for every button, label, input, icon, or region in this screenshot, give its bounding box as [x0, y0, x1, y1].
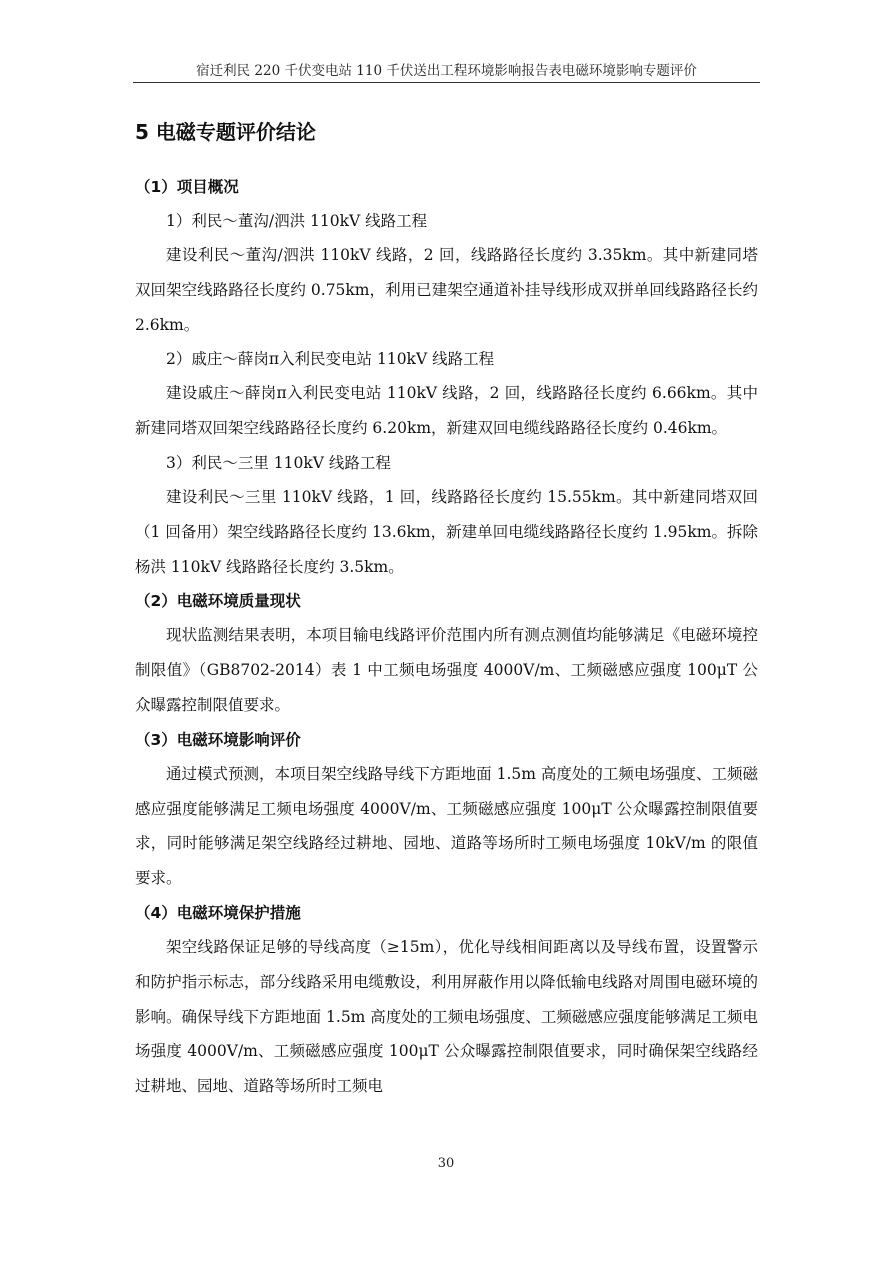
- paragraph-measures: 架空线路保证足够的导线高度（≥15m），优化导线相间距离以及导线布置，设置警示和防护指示标志，部分线路采用电缆敷设，利用屏蔽作用以降低输电线路对周围电磁环境的影响。确保导线下方距地面 1.5m 高度处的工频电场强度、工频磁感应强度能够满足工频电场强度 4000V/m、工频磁感应强度 100μT 公众曝露控制限值要求，同时确保架空线路经过耕地、园地、道路等场所时工频电: [135, 937, 758, 1096]
- paragraph-impact: 通过模式预测，本项目架空线路导线下方距地面 1.5m 高度处的工频电场强度、工频磁感应强度能够满足工频电场强度 4000V/m、工频磁感应强度 100μT 公众曝露控制限值要求，同时能够满足架空线路经过耕地、园地、道路等场所时工频电场强度 10kV/m 的限值要求。: [135, 764, 758, 888]
- subsection-heading-overview: （1）项目概况: [135, 178, 239, 196]
- running-header: 宿迁利民 220 千伏变电站 110 千伏送出工程环境影响报告表电磁环境影响专题评价: [196, 63, 697, 79]
- subsection-heading-measures: （4）电磁环境保护措施: [135, 903, 301, 922]
- item-heading-3: 3）利民～三里 110kV 线路工程: [166, 453, 391, 472]
- paragraph-3: 建设利民～三里 110kV 线路，1 回，线路路径长度约 15.55km。其中新建同塔双回（1 回备用）架空线路路径长度约 13.6km，新建单回电缆线路路径长度约 1.95km。拆除杨洪 110kV 线路路径长度约 3.5km。: [135, 487, 758, 576]
- header-rule: [133, 82, 760, 83]
- section-title: 5 电磁专题评价结论: [135, 120, 316, 144]
- page-number: 30: [437, 1156, 455, 1171]
- item-heading-2: 2）戚庄～薛岗π入利民变电站 110kV 线路工程: [166, 350, 495, 369]
- item-heading-1: 1）利民～董沟/泗洪 110kV 线路工程: [166, 212, 428, 230]
- subsection-heading-impact: （3）电磁环境影响评价: [135, 730, 301, 749]
- paragraph-1: 建设利民～董沟/泗洪 110kV 线路，2 回，线路路径长度约 3.35km。其中新建同塔双回架空线路路径长度约 0.75km，利用已建架空通道补挂导线形成双拼单回线路路径长约 2.6km。: [135, 246, 758, 334]
- page-body: [135, 116, 758, 1104]
- subsection-heading-quality: （2）电磁环境质量现状: [135, 592, 301, 611]
- paragraph-2: 建设戚庄～薛岗π入利民变电站 110kV 线路，2 回，线路路径长度约 6.66km。其中新建同塔双回架空线路路径长度约 6.20km，新建双回电缆线路路径长度约 0.46km。: [135, 384, 758, 438]
- paragraph-quality: 现状监测结果表明，本项目输电线路评价范围内所有测点测值均能够满足《电磁环境控制限值》（GB8702-2014）表 1 中工频电场强度 4000V/m、工频磁感应强度 100μT 公众曝露控制限值要求。: [135, 626, 758, 714]
